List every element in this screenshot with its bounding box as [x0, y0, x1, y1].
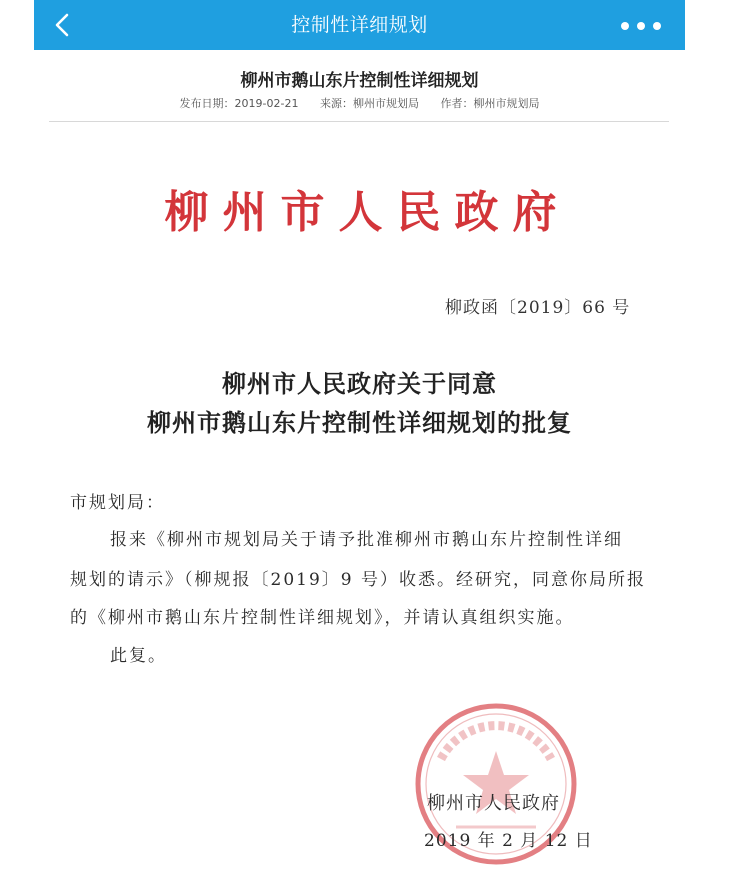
- nav-title: 控制性详细规划: [291, 14, 428, 36]
- document-body-line-2: 规划的请示》（柳规报〔2019〕9 号）收悉。经研究，同意你局所报: [70, 570, 646, 590]
- article-source: 来源：柳州市规划局: [319, 97, 419, 110]
- document-body-line-1: 报来《柳州市规划局关于请予批准柳州市鹅山东片控制性详细: [110, 530, 623, 550]
- document-subject-line-2: 柳州市鹅山东片控制性详细规划的批复: [147, 408, 572, 437]
- signer: 柳州市人民政府: [427, 793, 560, 814]
- header-divider: [49, 121, 669, 122]
- document-body-line-3: 的《柳州市鹅山东片控制性详细规划》，并请认真组织实施。: [70, 608, 575, 628]
- document-subject-line-1: 柳州市人民政府关于同意: [222, 369, 497, 398]
- article-meta: [34, 95, 685, 111]
- document-closing: 此复。: [110, 646, 167, 666]
- article-author: 作者：柳州市规划局: [440, 97, 540, 110]
- chevron-left-icon: [54, 13, 70, 37]
- article-title: 柳州市鹅山东片控制性详细规划: [240, 71, 479, 91]
- back-button[interactable]: [42, 0, 82, 50]
- more-dots-icon: [621, 22, 629, 30]
- issuer-heading: 柳州市人民政府: [164, 187, 571, 238]
- more-dot: [653, 22, 661, 30]
- more-button[interactable]: [619, 15, 663, 37]
- publish-date: 发布日期：2019-02-21: [179, 97, 299, 110]
- more-dot: [637, 22, 645, 30]
- signature-date: 2019 年 2 月 12 日: [424, 831, 593, 851]
- top-nav-bar: [34, 0, 685, 50]
- document-recipient: 市规划局：: [70, 493, 165, 513]
- document-number: 柳政函〔2019〕66 号: [445, 298, 631, 318]
